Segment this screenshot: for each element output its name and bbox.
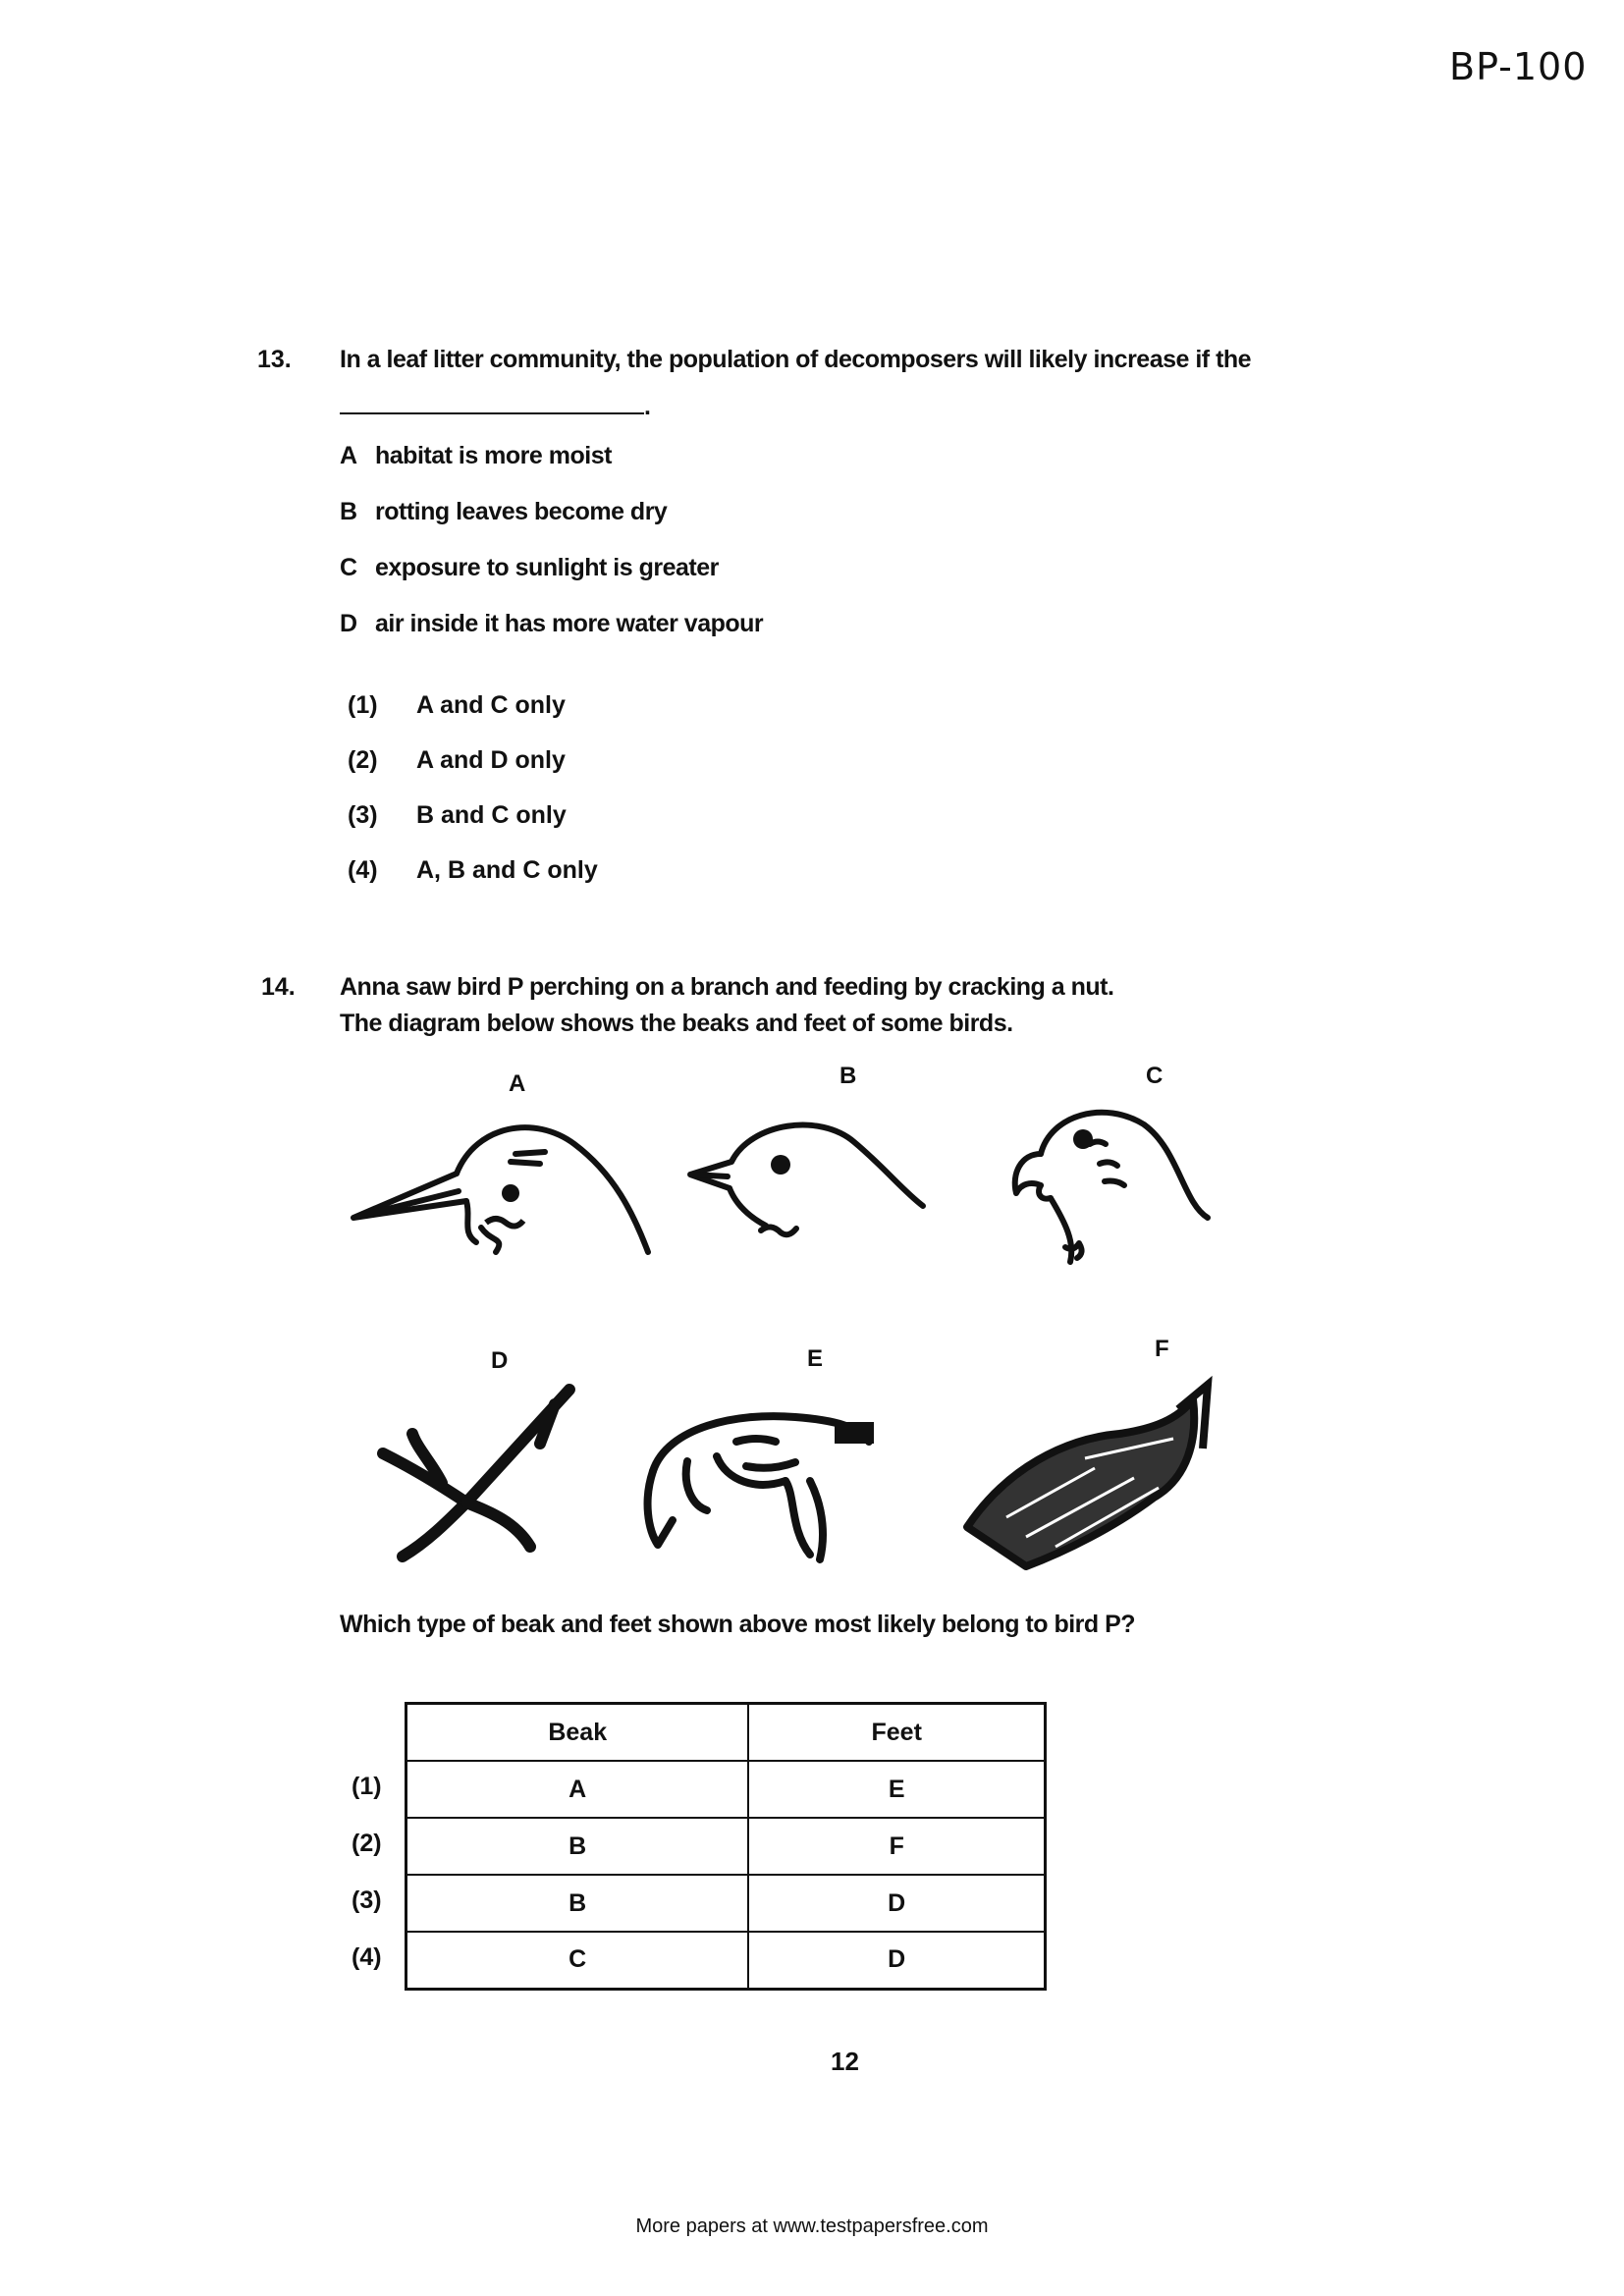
statement-text: rotting leaves become dry [375,498,668,525]
question-14-prompt: Which type of beak and feet shown above most likely belong to bird P? [340,1611,1136,1638]
figure-label-f: F [1155,1336,1169,1362]
beak-a-illustration [349,1105,663,1262]
statement-text: air inside it has more water vapour [375,610,764,637]
paper-code: BP-100 [1449,45,1588,88]
statement-a [340,442,612,470]
figure-label-a: A [509,1070,526,1097]
beak-c-illustration [997,1095,1222,1267]
option-number: (3) [348,801,378,829]
option-text: A and C only [416,691,566,719]
q13-option-4[interactable] [348,856,598,885]
question-14-number: 14. [261,973,296,1001]
cell-beak: A [406,1761,749,1818]
cell-beak: B [406,1875,749,1932]
page-number: 12 [831,2047,859,2076]
option-number: (1) [348,691,378,719]
row-label-1: (1) [352,1773,382,1800]
table-row[interactable] [406,1761,1046,1818]
row-label-4: (4) [352,1943,382,1971]
question-14-line1: Anna saw bird P perching on a branch and feeding by cracking a nut. [340,973,1114,1001]
figure-label-e: E [807,1345,824,1372]
statement-letter: A [340,442,357,469]
option-number: (2) [348,746,378,774]
header-feet: Feet [748,1704,1045,1762]
option-text: B and C only [416,801,567,829]
cell-beak: B [406,1818,749,1875]
cell-feet: D [748,1875,1045,1932]
statement-text: habitat is more moist [375,442,612,469]
table-header-row [406,1704,1046,1762]
statement-b [340,498,667,526]
foot-e-illustration [628,1383,884,1569]
footer-link[interactable]: More papers at www.testpapersfree.com [635,2215,989,2237]
header-beak: Beak [406,1704,749,1762]
statement-c [340,554,719,582]
foot-d-illustration [358,1375,594,1571]
figure-label-b: B [839,1063,857,1089]
figure-label-c: C [1146,1063,1164,1089]
row-label-3: (3) [352,1886,382,1914]
table-row[interactable] [406,1875,1046,1932]
foot-f-illustration [947,1380,1213,1576]
figure-label-d: D [491,1347,509,1374]
beak-b-illustration [682,1108,938,1255]
cell-beak: C [406,1932,749,1989]
option-text: A, B and C only [416,856,598,884]
cell-feet: D [748,1932,1045,1989]
table-row[interactable] [406,1932,1046,1989]
answer-table [405,1702,1047,1991]
table-row-labels [352,1758,382,1986]
question-13-number: 13. [257,346,292,373]
q13-option-2[interactable] [348,746,566,775]
q13-option-3[interactable] [348,801,567,830]
statement-text: exposure to sunlight is greater [375,554,719,581]
row-label-2: (2) [352,1830,382,1857]
option-text: A and D only [416,746,566,774]
statement-letter: C [340,554,357,581]
cell-feet: F [748,1818,1045,1875]
q13-option-1[interactable] [348,691,566,720]
statement-letter: B [340,498,357,525]
table-row[interactable] [406,1818,1046,1875]
question-13-blank [340,389,650,421]
statement-letter: D [340,610,357,637]
option-number: (4) [348,856,378,884]
answer-blank-line [340,389,644,414]
question-14-line2: The diagram below shows the beaks and feet of some birds. [340,1010,1013,1037]
question-13-stem: In a leaf litter community, the population of decomposers will likely increase if the [340,346,1252,373]
cell-feet: E [748,1761,1045,1818]
blank-end-punct: . [644,393,651,420]
statement-d [340,610,763,638]
